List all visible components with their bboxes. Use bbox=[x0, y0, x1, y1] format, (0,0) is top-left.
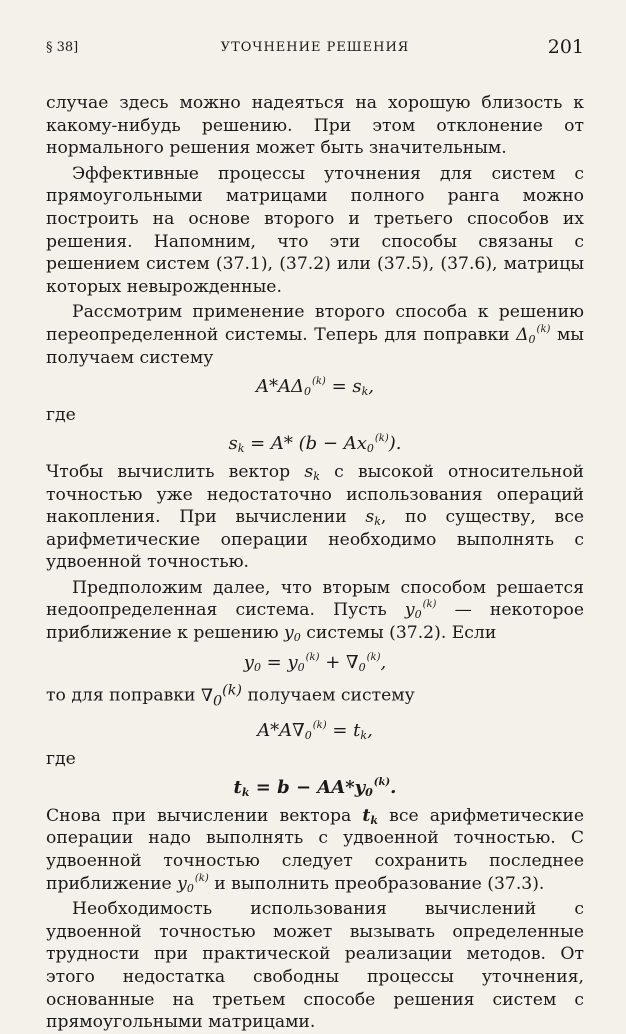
section-reference: § 38] bbox=[46, 40, 79, 55]
page-number: 201 bbox=[547, 36, 584, 58]
paragraph-compute-vector: Чтобы вычислить вектор $s_k$ с высокой относительной точностью уже недостаточно использования операций накопления. При вычислении $s_k$, по существу, все арифметические операции необходимо выполнять с удвоенной точностью. bbox=[46, 461, 585, 573]
paragraph-second-method: Рассмотрим применение второго способа к решению переопределенной системы. Теперь для поправки $\Delta_0^{(k)}$ мы получаем систему bbox=[46, 302, 584, 368]
paragraph-effective-processes: Эффективные процессы уточнения для систем с прямоугольными матрицами полного ранга можно построить на основе второго и третьего способов их решения. Напомним, что эти способы связаны с решением систем (37.1), (37.2) или (37.5), (37.6), матрицы которых невырожденные. bbox=[46, 163, 584, 297]
where-label-1: где bbox=[46, 404, 76, 425]
paragraph-underdetermined: Предположим далее, что вторым способом решается недоопределенная система. Пусть $y_0^{(k)}$ — некоторое приближение к решению $y_0$ системы (37.2). Если bbox=[46, 577, 585, 645]
paragraph-again: Снова при вычислении вектора $t_k$ все арифметические операции надо выполнять с удвоенной точностью. С удвоенной точностью следует сохранить последнее приближение $y_0^{(k)}$ и выполнить преобразование (37.3). bbox=[46, 805, 585, 895]
paragraph-continuation: случае здесь можно надеяться на хорошую близость к какому-нибудь решению. При этом отклонение от нормального решения может быть значительным. bbox=[46, 93, 584, 159]
equation-residual-t: $t_k = b - AA*y_0^{(k)}$. bbox=[233, 777, 397, 800]
correction-delta: $\Delta_0^{(k)}$ bbox=[516, 323, 551, 346]
running-header bbox=[46, 36, 584, 60]
page-body bbox=[46, 92, 584, 1034]
equation-nabla-system: $A*A\nabla_0^{(k)} = t_k$, bbox=[257, 720, 373, 743]
equation-y0: $y_0 = y_0^{(k)} + \nabla_0^{(k)}$, bbox=[243, 651, 387, 674]
paragraph-necessity: Необходимость использования вычислений с удвоенной точностью может вызывать определенные трудности при практической реализации методов. От этого недостатка свободны процессы уточнения, основанные на третьем способе решения систем с прямоугольными матрицами. bbox=[46, 899, 584, 1033]
where-label-2: где bbox=[46, 748, 76, 769]
equation-residual-s: $s_k = A*$ $(b - Ax_0^{(k)})$. bbox=[228, 433, 402, 456]
running-title: УТОЧНЕНИЕ РЕШЕНИЯ bbox=[220, 40, 410, 55]
equation-normal-system: $A*A\Delta_0^{(k)} = s_k$, bbox=[255, 376, 375, 399]
paragraph-nabla-correction: то для поправки $\nabla_0^{(k)}$ получаем систему bbox=[46, 682, 415, 710]
